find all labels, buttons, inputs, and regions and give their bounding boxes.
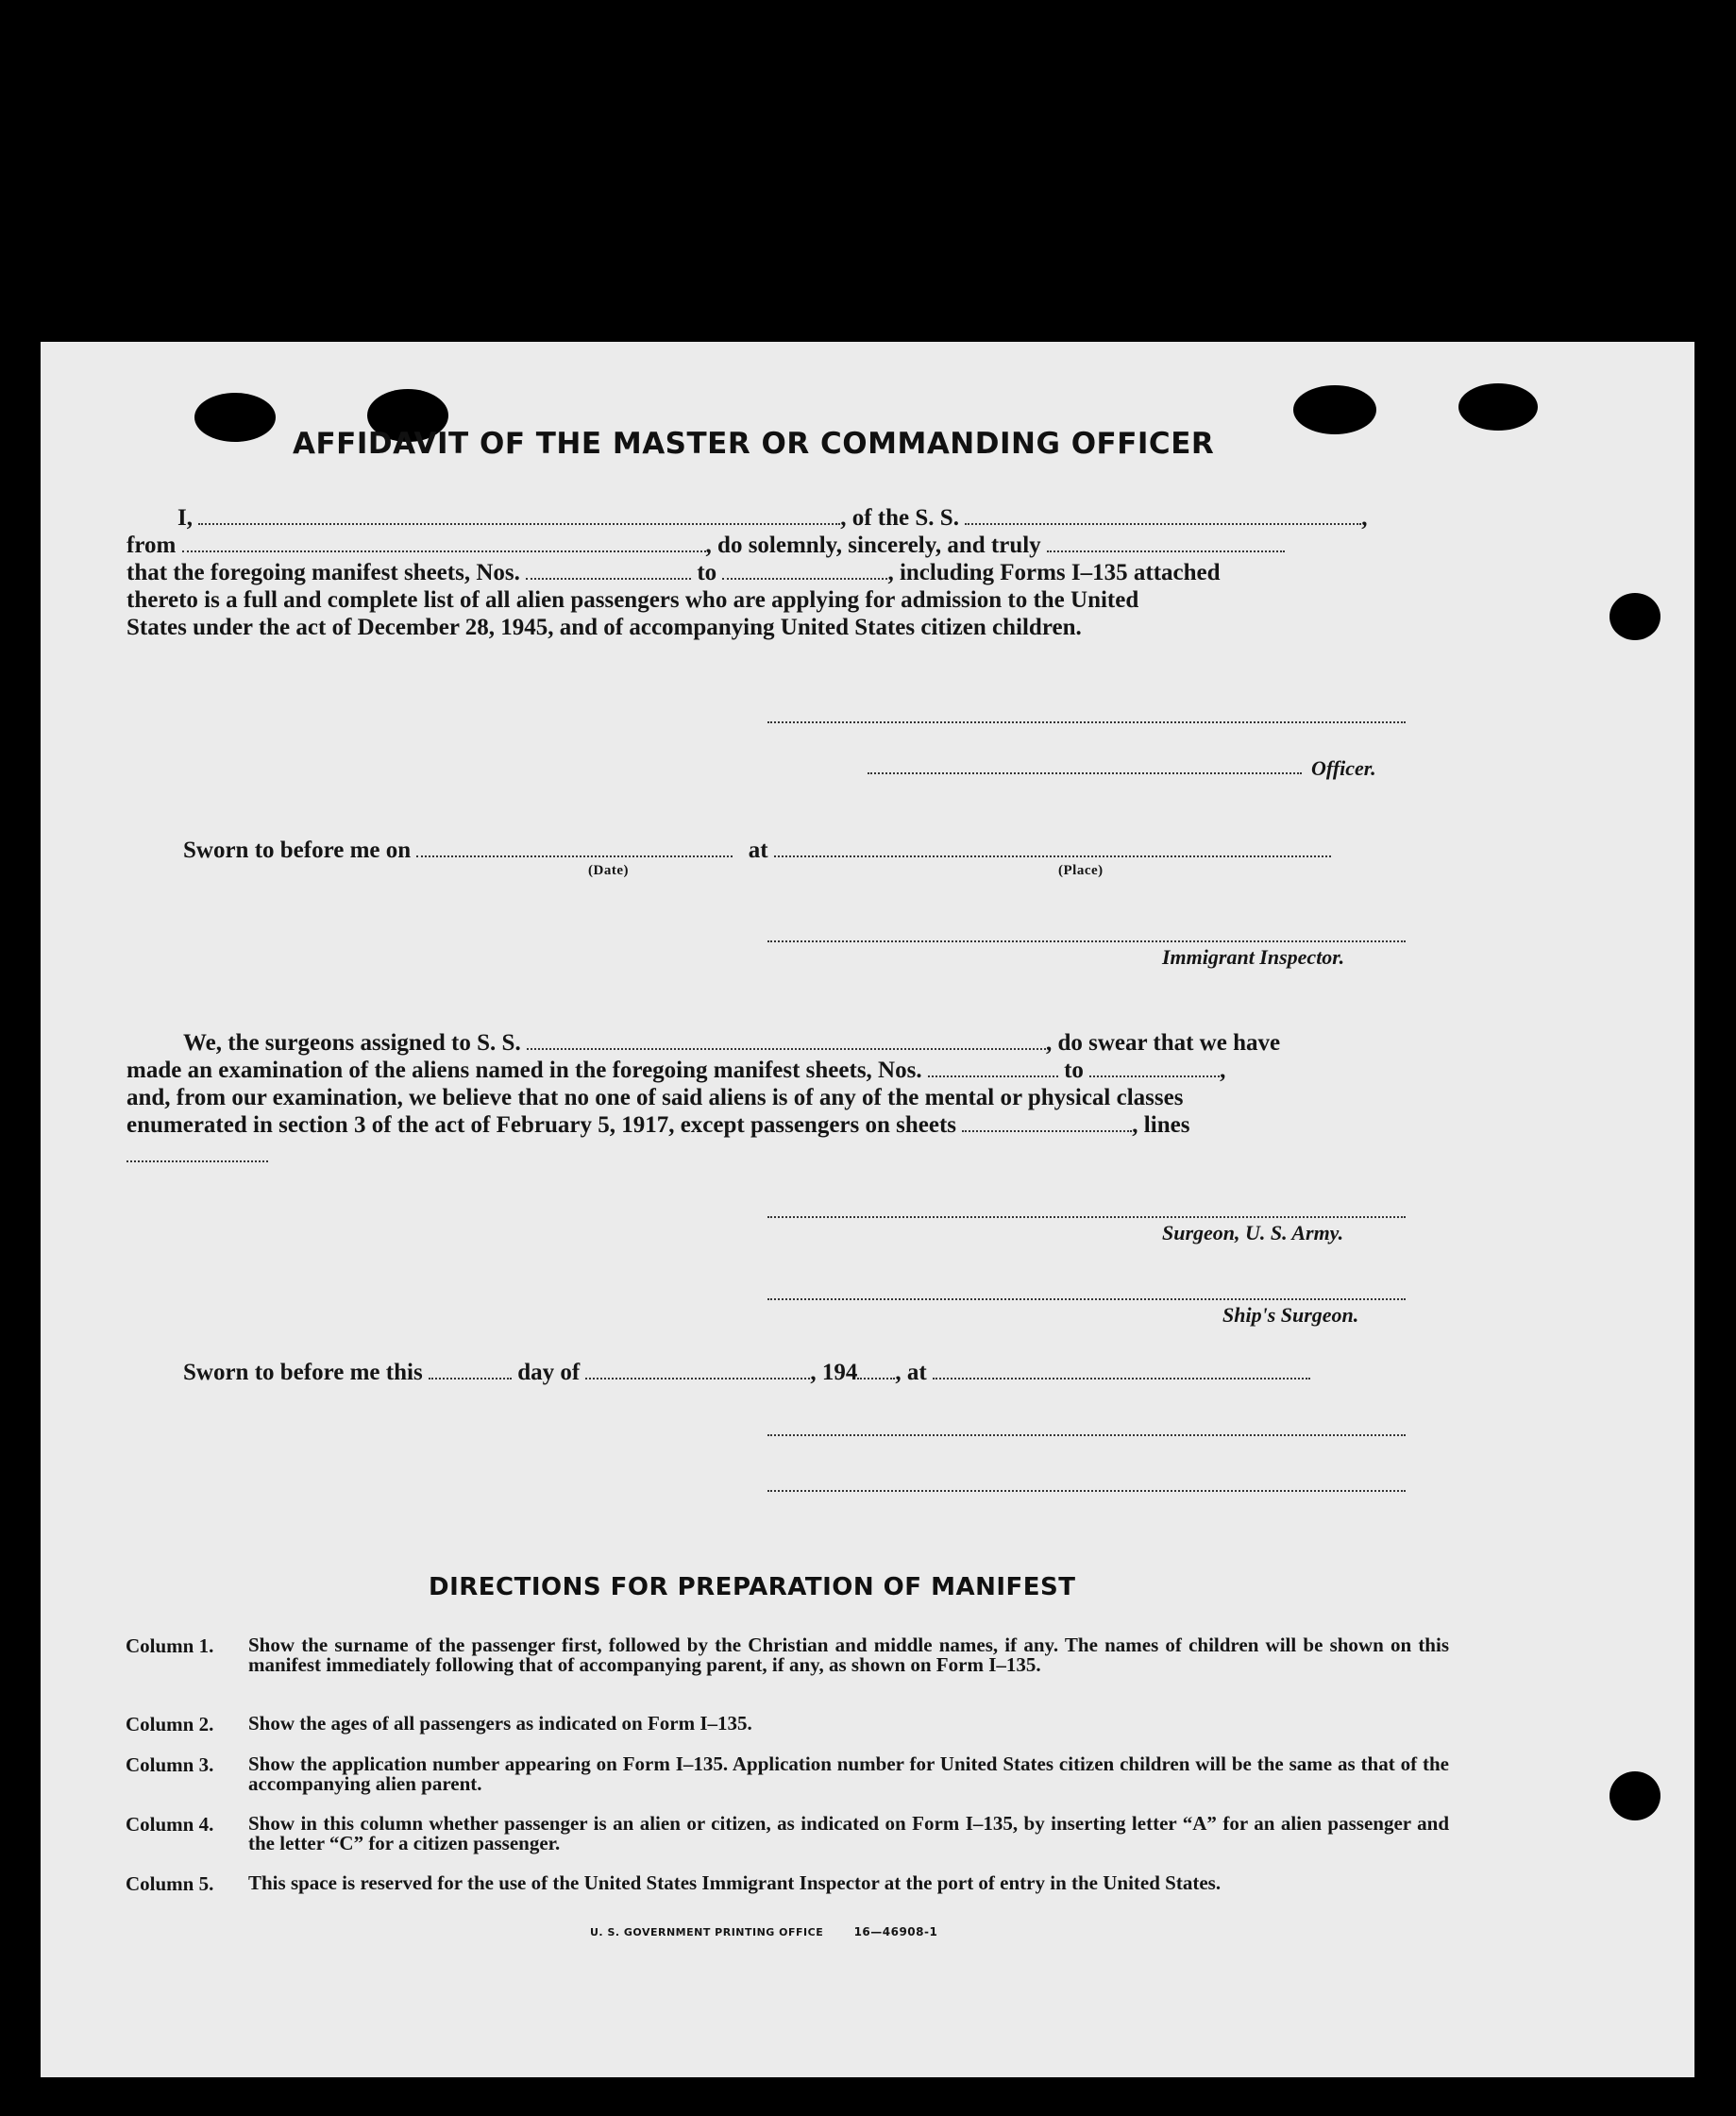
form-sheet [41, 342, 1694, 2077]
of-the-ss-text: , of the S. S. [840, 505, 959, 531]
sworn-date-field[interactable] [416, 837, 733, 857]
affidavit-title: AFFIDAVIT OF THE MASTER OR COMMANDING OFFICER [293, 427, 1215, 461]
affidavit-line-2 [126, 532, 1285, 559]
officer-caption: Officer. [1311, 756, 1376, 780]
punch-hole [1610, 593, 1660, 640]
surgeon-sheet-from-field[interactable] [928, 1057, 1058, 1077]
affidavit-line-5: States under the act of December 28, 1945, and of accompanying United States citizen children. [126, 615, 1082, 640]
surgeons-line-3: and, from our examination, we believe that no one of said aliens is of any of the mental or physical classes [126, 1085, 1184, 1110]
punch-hole [1458, 383, 1538, 431]
enumerated-text: enumerated in section 3 of the act of February 5, 1917, except passengers on sheets [126, 1112, 957, 1138]
examination-text: made an examination of the aliens named in the foregoing manifest sheets, Nos. [126, 1058, 922, 1083]
place-label: (Place) [1058, 863, 1104, 878]
officer-title-line[interactable] [868, 772, 1302, 774]
sworn-before-line [183, 837, 1331, 864]
at-text: , at [895, 1360, 927, 1385]
sheet-from-field[interactable] [526, 559, 691, 580]
column-5-text: This space is reserved for the use of the United States Immigrant Inspector at the port of entry in the United States. [248, 1871, 1222, 1894]
inspector-caption: Immigrant Inspector. [1162, 945, 1345, 969]
sheet-to-field[interactable] [722, 559, 887, 580]
from-text: from [126, 533, 177, 558]
to-text: to [1064, 1058, 1084, 1083]
column-3-label: Column 3. [126, 1753, 214, 1776]
officer-signature-line[interactable] [767, 721, 1406, 723]
sworn-day-field[interactable] [429, 1359, 512, 1380]
sworn-year-field[interactable] [857, 1359, 895, 1380]
ship-surgeon-signature-line[interactable] [767, 1298, 1406, 1300]
punch-hole [1293, 385, 1376, 434]
affidavit-line-4: thereto is a full and complete list of all alien passengers who are applying for admission to the United [126, 587, 1139, 613]
surgeons-text: We, the surgeons assigned to S. S. [183, 1030, 521, 1056]
form-number: 16—46908-1 [853, 1925, 938, 1938]
surgeons-line-1 [183, 1029, 1280, 1057]
affidavit-i: I, [177, 505, 193, 531]
surgeons-line-4 [126, 1111, 1189, 1139]
printer-name: U. S. GOVERNMENT PRINTING OFFICE [590, 1926, 824, 1938]
day-of-text: day of [517, 1360, 581, 1385]
including-text: , including Forms I–135 attached [887, 560, 1221, 585]
army-surgeon-signature-line[interactable] [767, 1216, 1406, 1218]
from-port-field[interactable] [182, 532, 706, 552]
date-label: (Date) [588, 863, 629, 878]
directions-title: DIRECTIONS FOR PREPARATION OF MANIFEST [429, 1573, 1076, 1601]
army-surgeon-caption: Surgeon, U. S. Army. [1162, 1221, 1344, 1244]
affidavit-line-1 [177, 504, 1367, 532]
column-5-label: Column 5. [126, 1872, 214, 1895]
ship-surgeon-caption: Ship's Surgeon. [1222, 1303, 1359, 1327]
sworn-month-field[interactable] [585, 1359, 810, 1380]
except-lines-field[interactable] [126, 1160, 268, 1162]
solemnly-text: , do solemnly, sincerely, and truly [705, 533, 1041, 558]
column-2-label: Column 2. [126, 1713, 214, 1735]
column-4-text: Show in this column whether passenger is an alien or citizen, as indicated on Form I–135, by inserting letter “A” for an alien passenger and the letter “C” for a citizen passenger. [248, 1812, 1449, 1854]
do-swear-text: , do swear that we have [1045, 1030, 1281, 1056]
column-3-text: Show the application number appearing on Form I–135. Application number for United States citizen children will be the same as that of the accompanying alien parent. [248, 1752, 1449, 1795]
sworn-place-field[interactable] [774, 837, 1331, 857]
truly-blank-field[interactable] [1047, 532, 1285, 552]
surgeon-sheet-to-field[interactable] [1089, 1057, 1220, 1077]
year-text: , 194 [810, 1360, 858, 1385]
punch-hole [194, 393, 276, 442]
printing-office-footer [590, 1925, 937, 1938]
punch-hole [1610, 1771, 1660, 1820]
column-1-label: Column 1. [126, 1634, 214, 1657]
sworn-before-this-line [183, 1359, 1310, 1386]
at-text: at [748, 838, 768, 863]
except-sheets-field[interactable] [962, 1111, 1132, 1132]
affidavit-line-3 [126, 559, 1221, 586]
column-2-text: Show the ages of all passengers as indicated on Form I–135. [248, 1712, 752, 1735]
ship-name-field[interactable] [965, 504, 1361, 525]
column-1-text: Show the surname of the passenger first, followed by the Christian and middle names, if any. The names of children will be shown on this manifest immediately following that of accompanying parent, if any, as shown on Form I–135. [248, 1634, 1449, 1676]
comma: , [1361, 505, 1368, 531]
sworn2-signature-line[interactable] [767, 1434, 1406, 1436]
sworn2-title-line[interactable] [767, 1490, 1406, 1492]
foregoing-text: that the foregoing manifest sheets, Nos. [126, 560, 520, 585]
comma: , [1220, 1058, 1226, 1083]
surgeons-line-2 [126, 1057, 1225, 1084]
column-4-label: Column 4. [126, 1813, 214, 1836]
sworn-this-text: Sworn to before me this [183, 1360, 423, 1385]
lines-text: , lines [1132, 1112, 1190, 1138]
to-text: to [697, 560, 717, 585]
inspector-signature-line[interactable] [767, 940, 1406, 942]
master-name-field[interactable] [198, 504, 840, 525]
surgeon-ship-field[interactable] [527, 1029, 1046, 1050]
sworn2-place-field[interactable] [933, 1359, 1310, 1380]
sworn-text: Sworn to before me on [183, 838, 412, 863]
